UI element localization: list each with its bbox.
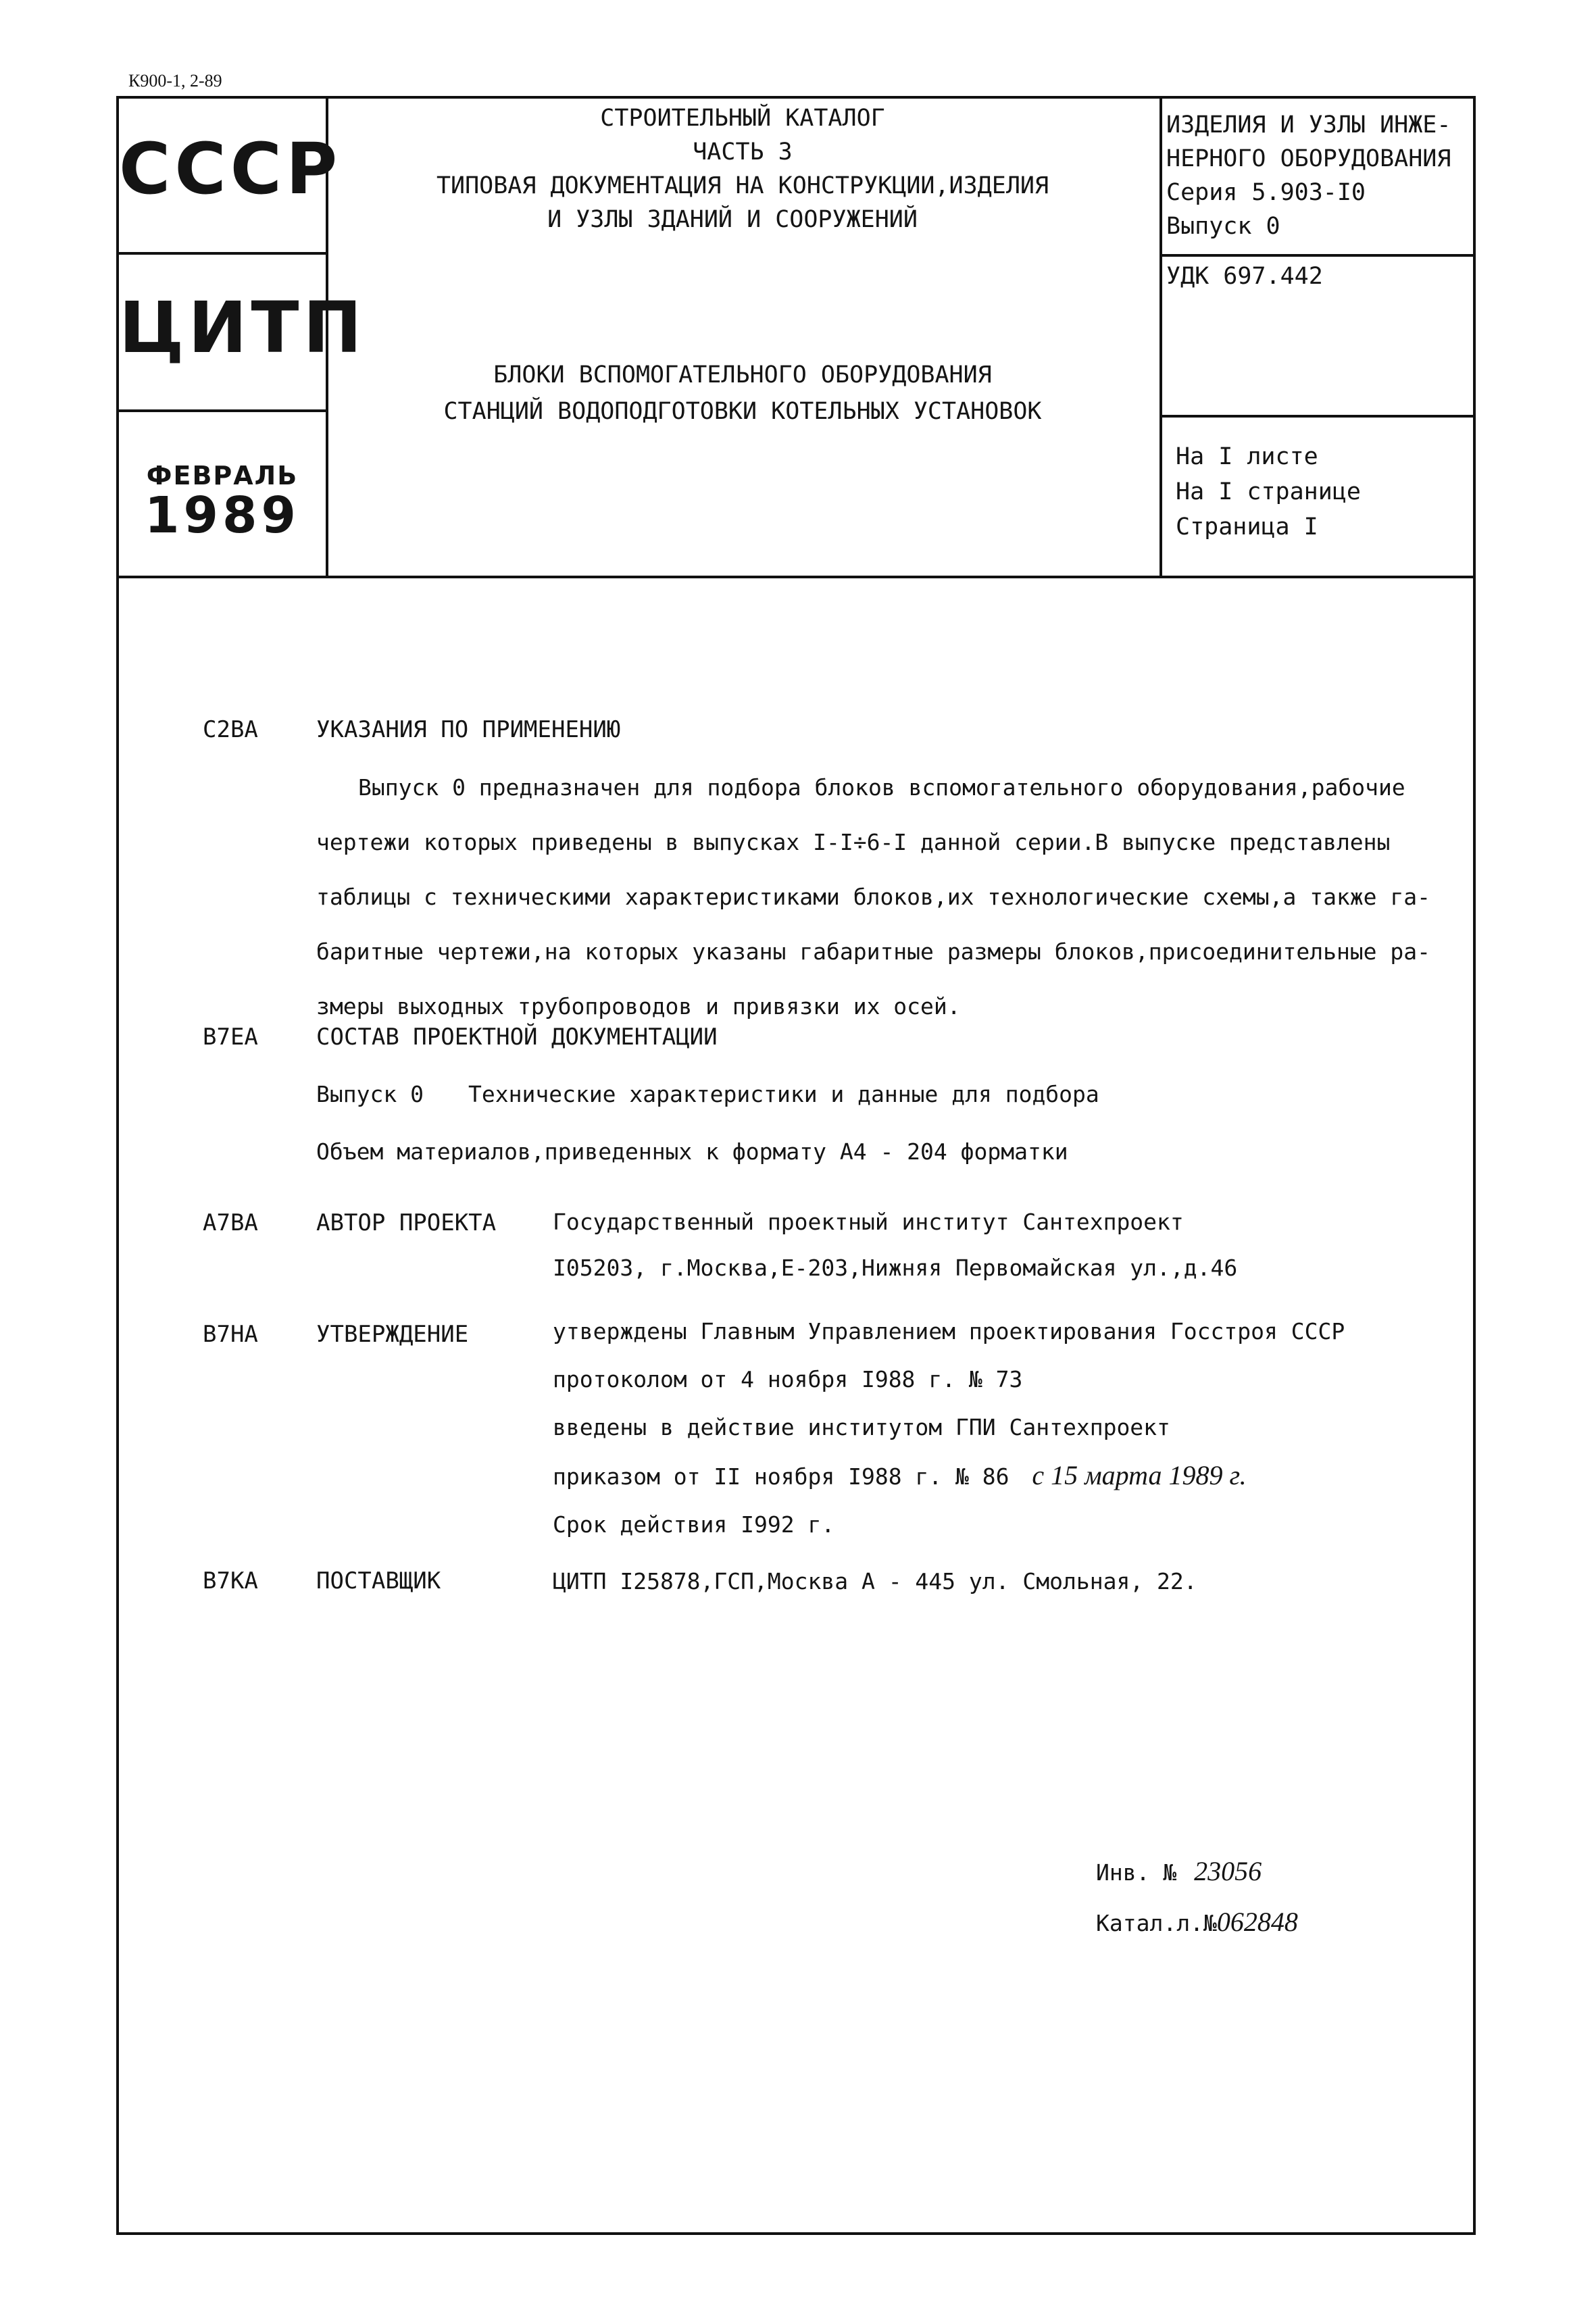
section-title-supplier: ПОСТАВЩИК bbox=[316, 1567, 441, 1594]
author-line: Государственный проектный институт Сантехпроект bbox=[553, 1209, 1184, 1235]
approval-line: протоколом от 4 ноября I988 г. № 73 bbox=[553, 1366, 1023, 1392]
section-title-approval: УТВЕРЖДЕНИЕ bbox=[316, 1321, 469, 1348]
approval-details bbox=[553, 1307, 1345, 1549]
paragraph-line: Выпуск 0 предназначен для подбора блоков вспомогательного оборудования,рабочие bbox=[358, 774, 1405, 801]
series-line: ИЗДЕЛИЯ И УЗЛЫ ИНЖЕ- bbox=[1166, 111, 1451, 139]
header-rule-left-2 bbox=[118, 409, 326, 412]
section-code-application: С2ВА bbox=[203, 716, 258, 743]
application-paragraph bbox=[316, 760, 1430, 1034]
udk-code: УДК 697.442 bbox=[1166, 263, 1323, 290]
approval-line: введены в действие институтом ГПИ Сантехпроект bbox=[553, 1414, 1170, 1440]
catalog-line: ЧАСТЬ 3 bbox=[693, 139, 793, 166]
handwritten-effective-date: с 15 марта 1989 г. bbox=[1032, 1460, 1247, 1490]
catalog-line: И УЗЛЫ ЗДАНИЙ И СООРУЖЕНИЙ bbox=[547, 206, 918, 233]
author-line: I05203, г.Москва,Е-203,Нижняя Первомайская ул.,д.46 bbox=[553, 1255, 1238, 1281]
composition-issue-label: Выпуск 0 bbox=[316, 1081, 424, 1107]
section-title-composition: СОСТАВ ПРОЕКТНОЙ ДОКУМЕНТАЦИИ bbox=[316, 1024, 718, 1051]
paragraph-line: баритные чертежи,на которых указаны габаритные размеры блоков,присоединительные ра- bbox=[316, 938, 1431, 965]
header-bottom-rule bbox=[118, 576, 1474, 578]
date-year: 1989 bbox=[145, 486, 300, 545]
approval-line: Срок действия I992 г. bbox=[553, 1511, 835, 1538]
sheet-line: На I странице bbox=[1176, 478, 1361, 505]
composition-issue-text: Технические характеристики и данные для подбора bbox=[468, 1081, 1099, 1107]
sheet-line: Страница I bbox=[1176, 513, 1318, 540]
series-line: Выпуск 0 bbox=[1166, 213, 1280, 240]
inventory-value: 23056 bbox=[1194, 1856, 1262, 1886]
paragraph-line: змеры выходных трубопроводов и привязки их осей. bbox=[316, 993, 961, 1020]
section-title-application: УКАЗАНИЯ ПО ПРИМЕНЕНИЮ bbox=[316, 716, 621, 743]
catalog-sheet-number bbox=[1096, 1902, 1298, 1944]
approval-line bbox=[553, 1451, 1345, 1501]
catalog-sheet-value: 062848 bbox=[1216, 1907, 1298, 1937]
supplier-address: ЦИТП I25878,ГСП,Москва А - 445 ул. Смольная, 22. bbox=[553, 1568, 1197, 1594]
section-code-author: А7ВА bbox=[203, 1209, 258, 1236]
paragraph-line: чертежи которых приведены в выпусках I-I÷6-I данной серии.В выпуске представлены bbox=[316, 829, 1391, 855]
paragraph-line: таблицы с техническими характеристиками блоков,их технологические схемы,а также га- bbox=[316, 884, 1431, 910]
header-rule-right-1 bbox=[1159, 254, 1474, 257]
catalog-info bbox=[328, 101, 1157, 236]
sheet-info bbox=[1176, 439, 1361, 545]
series-info bbox=[1166, 108, 1451, 243]
composition-volume: Объем материалов,приведенных к формату А4 - 204 форматки bbox=[316, 1138, 1068, 1165]
section-code-composition: В7ЕА bbox=[203, 1024, 258, 1051]
title-line: СТАНЦИЙ ВОДОПОДГОТОВКИ КОТЕЛЬНЫХ УСТАНОВОК bbox=[443, 398, 1042, 425]
series-line: НЕРНОГО ОБОРУДОВАНИЯ bbox=[1166, 145, 1451, 172]
catalog-line: ТИПОВАЯ ДОКУМЕНТАЦИЯ НА КОНСТРУКЦИИ,ИЗДЕЛИЯ bbox=[436, 172, 1049, 199]
section-code-supplier: В7КА bbox=[203, 1567, 258, 1594]
section-code-approval: В7НА bbox=[203, 1321, 258, 1348]
inventory-label: Инв. № bbox=[1096, 1859, 1177, 1886]
title-line: БЛОКИ ВСПОМОГАТЕЛЬНОГО ОБОРУДОВАНИЯ bbox=[493, 361, 992, 388]
inventory-number bbox=[1096, 1851, 1262, 1893]
catalog-sheet-label: Катал.л.№ bbox=[1096, 1910, 1217, 1936]
country-label: СССР bbox=[119, 128, 342, 210]
document-title bbox=[328, 357, 1157, 430]
org-label: ЦИТП bbox=[119, 286, 366, 369]
header-rule-right-2 bbox=[1159, 415, 1474, 418]
approval-line: утверждены Главным Управлением проектирования Госстроя СССР bbox=[553, 1318, 1345, 1344]
section-title-author: АВТОР ПРОЕКТА bbox=[316, 1209, 497, 1236]
date-month: ФЕВРАЛЬ bbox=[146, 461, 299, 491]
header-rule-left-1 bbox=[118, 252, 326, 255]
author-details bbox=[553, 1194, 1237, 1295]
header-divider-right bbox=[1159, 97, 1162, 578]
series-line: Серия 5.903-I0 bbox=[1166, 179, 1366, 206]
catalog-line: СТРОИТЕЛЬНЫЙ КАТАЛОГ bbox=[600, 105, 885, 132]
document-code: К900-1, 2-89 bbox=[128, 71, 222, 91]
sheet-line: На I листе bbox=[1176, 443, 1318, 470]
approval-order-text: приказом от II ноября I988 г. № 86 bbox=[553, 1463, 1009, 1490]
